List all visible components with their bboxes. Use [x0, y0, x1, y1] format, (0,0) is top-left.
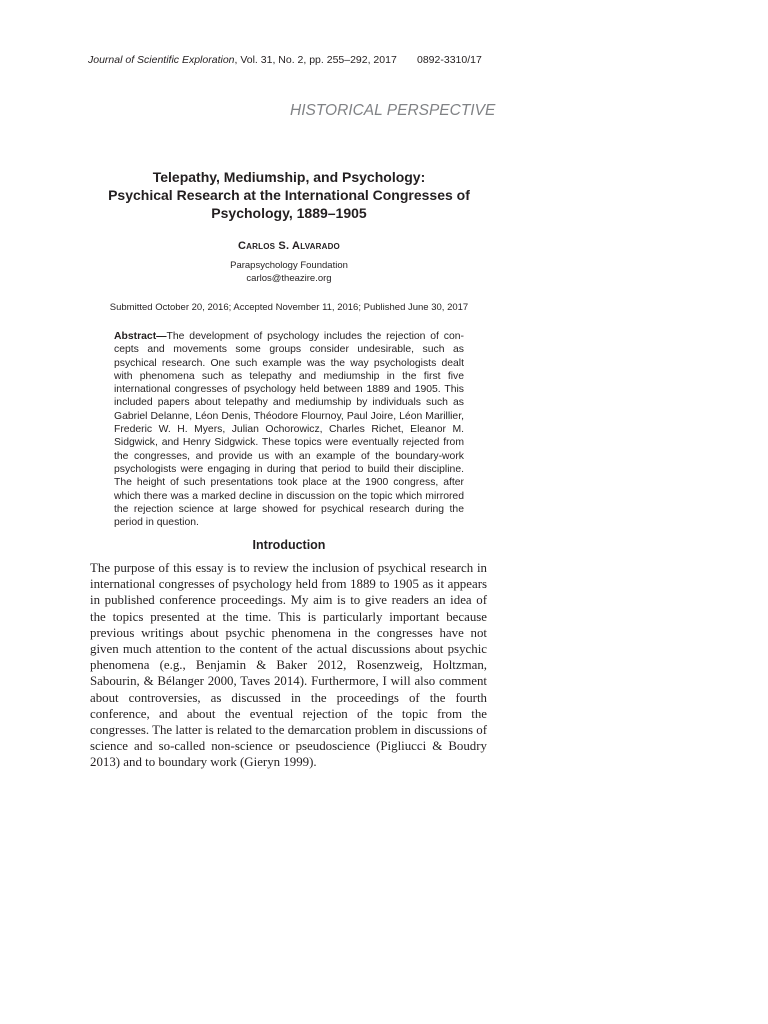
journal-details: , Vol. 31, No. 2, pp. 255–292, 2017 [234, 54, 397, 66]
title-line-2: Psychical Research at the International Congresses of [108, 187, 470, 203]
introduction-heading: Introduction [252, 538, 326, 552]
journal-name: Journal of Scientific Exploration [88, 54, 235, 66]
introduction-paragraph: The purpose of this essay is to review the inclusion of psychical research in international congresses of psychology held from 1889 to 1905 as it appears in published conference proceedings. My aim is to give readers an idea of the topics presented at the time. This is particularly important because previous writings about psychic phenomena in the congresses have not given much attention to the content of the actual discussions about psychic phenomena (e.g., Benjamin & Baker 2012, Rosenzweig, Holtzman, Sabourin, & Bélanger 2000, Taves 2014). Furthermore, I will also comment about controversies, as discussed in the proceedings of the fourth conference, and about the eventual rejection of the topic from the congresses. The latter is related to the demarcation problem in discussions of science and so-called non-science or pseudoscience (Pigliucci & Boudry 2013) and to boundary work (Gieryn 1999). [90, 561, 487, 770]
author-name: Carlos S. Alvarado [238, 240, 340, 252]
author-email: carlos@theazire.org [246, 273, 332, 284]
journal-citation-line [88, 54, 488, 66]
abstract-text: The development of psychology includes the rejection of concepts and movements some groups consider undesirable, such as psychical research. One such example was the way psychologists dealt with phenomena such as telepathy and mediumship in the first five international congresses of psychology held between 1889 and 1905. This included papers about telepathy and mediumship by individuals such as Gabriel Delanne, Léon Denis, Théodore Flournoy, Paul Joire, Léon Marillier, Frederic W. H. Myers, Julian Ochorowicz, Charles Richet, Eleanor M. Sidgwick, and Henry Sidgwick. These topics were eventually rejected from the congresses, and provide us with an example of the boundary-work psychologists were engaging in during that period to build their discipline. The height of such presentations took place at the 1900 congress, after which there was a marked decline in discussion on the topic which mirrored the rejection science at large showed for psychical research during the period in question. [114, 331, 464, 529]
author-affiliation: Parapsychology Foundation [230, 260, 348, 271]
abstract-label: Abstract— [114, 331, 167, 342]
journal-issn: 0892-3310/17 [417, 54, 482, 66]
abstract [114, 330, 464, 529]
submission-dates: Submitted October 20, 2016; Accepted November 11, 2016; Published June 30, 2017 [109, 302, 469, 313]
article-title [100, 168, 478, 222]
title-line-3: Psychology, 1889–1905 [211, 205, 367, 221]
section-label: HISTORICAL PERSPECTIVE [290, 102, 496, 119]
title-line-1: Telepathy, Mediumship, and Psychology: [152, 169, 426, 185]
